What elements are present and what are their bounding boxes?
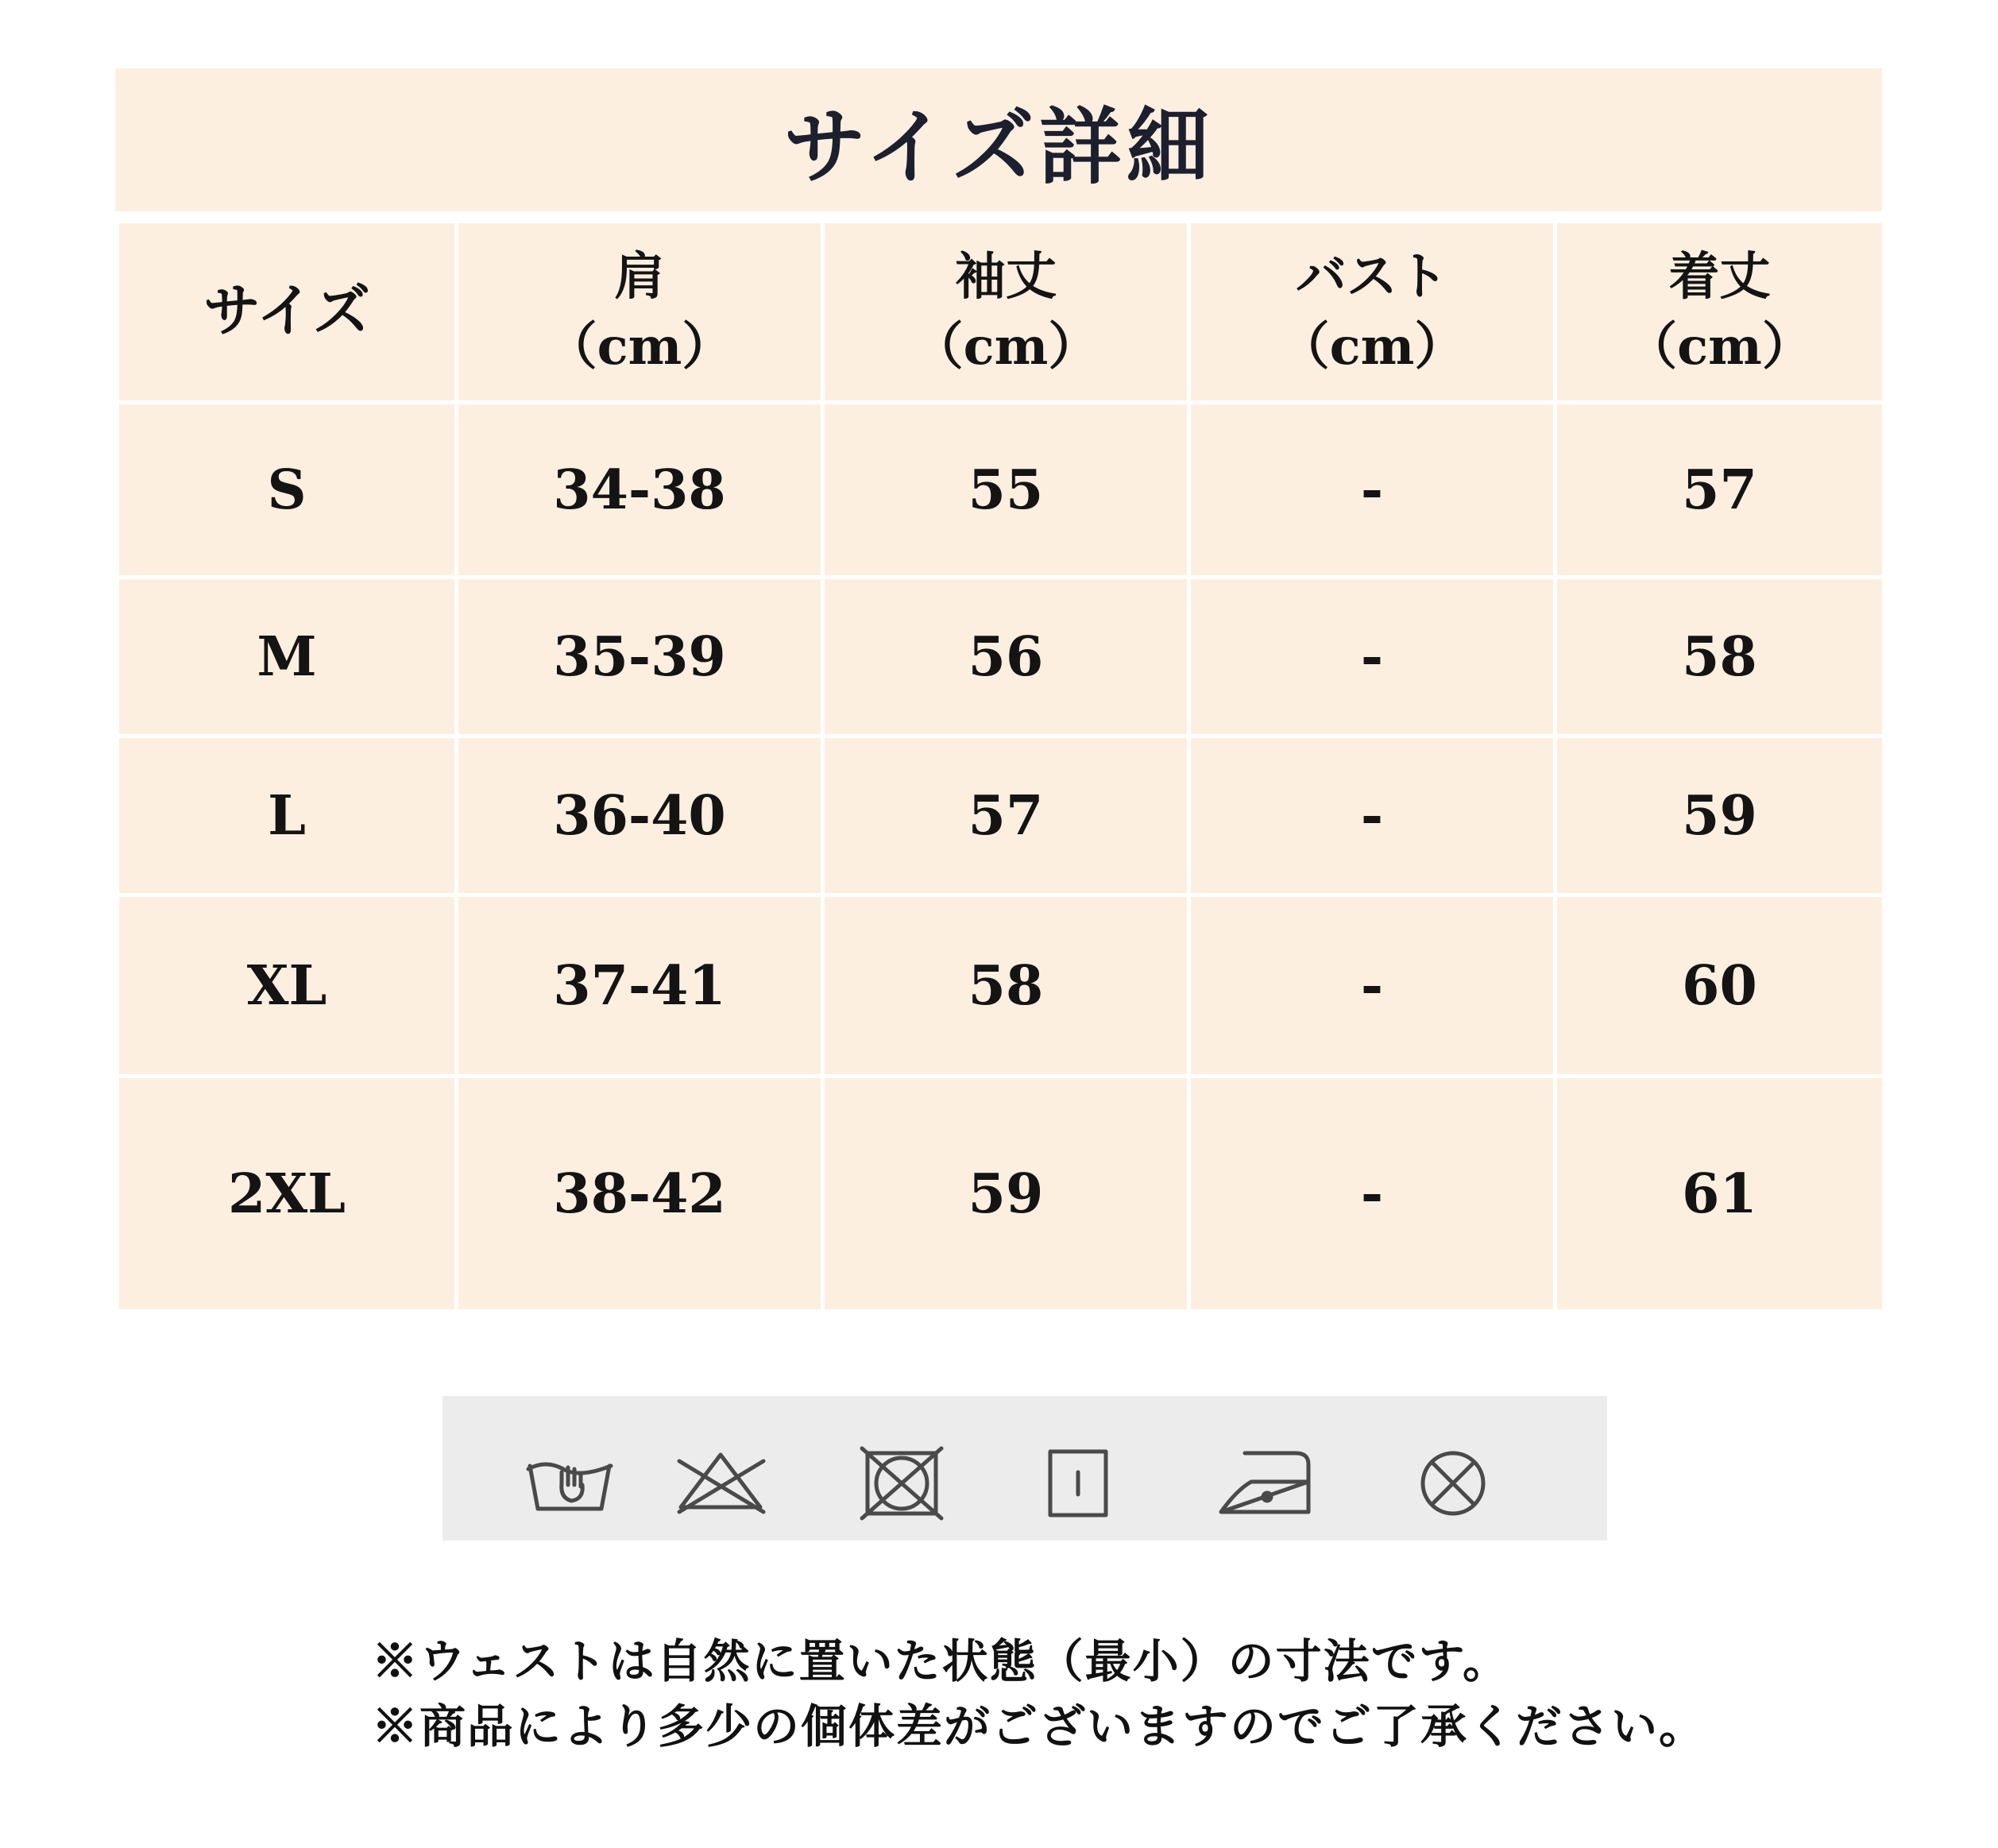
cell-size: 2XL [118, 1077, 457, 1312]
cell-shoulder: 35-39 [457, 578, 823, 736]
notes [372, 1629, 1706, 1759]
cell-shoulder: 38-42 [457, 1077, 823, 1312]
cell-shoulder: 36-40 [457, 736, 823, 895]
table-row [118, 736, 1884, 895]
table-row [118, 895, 1884, 1077]
hand-wash-icon [528, 1464, 611, 1509]
header-length: 着丈 （cm） [1556, 222, 1884, 403]
cell-sleeve: 55 [823, 403, 1189, 578]
cell-bust: - [1189, 736, 1556, 895]
table-row [118, 578, 1884, 736]
cell-sleeve: 59 [823, 1077, 1189, 1312]
cell-size: S [118, 403, 457, 578]
cell-bust: - [1189, 578, 1556, 736]
cell-size: L [118, 736, 457, 895]
cell-bust: - [1189, 895, 1556, 1077]
cell-length: 60 [1556, 895, 1884, 1077]
cell-sleeve: 56 [823, 578, 1189, 736]
size-table [115, 219, 1886, 1313]
note-variance: ※商品により多少の個体差がございますのでご了承ください。 [372, 1699, 1707, 1753]
cell-sleeve: 57 [823, 736, 1189, 895]
iron-low-icon [1221, 1453, 1308, 1512]
header-size: サイズ [118, 222, 457, 403]
do-not-dry-clean-icon [1423, 1453, 1483, 1514]
do-not-bleach-icon [679, 1455, 763, 1512]
cell-length: 58 [1556, 578, 1884, 736]
do-not-tumble-dry-icon [862, 1448, 941, 1518]
title-band [115, 68, 1882, 211]
cell-shoulder: 34-38 [457, 403, 823, 578]
size-chart [115, 68, 1882, 1313]
table-row [118, 1077, 1884, 1312]
line-dry-icon [1050, 1452, 1106, 1515]
header-shoulder: 肩 （cm） [457, 222, 823, 403]
cell-sleeve: 58 [823, 895, 1189, 1077]
cell-bust: - [1189, 1077, 1556, 1312]
header-bust: バスト （cm） [1189, 222, 1556, 403]
cell-length: 61 [1556, 1077, 1884, 1312]
table-row [118, 403, 1884, 578]
cell-size: XL [118, 895, 457, 1077]
header-sleeve: 袖丈 （cm） [823, 222, 1189, 403]
cell-bust: - [1189, 403, 1556, 578]
care-icons-strip [442, 1396, 1607, 1541]
chart-title: サイズ詳細 [783, 98, 1214, 195]
table-header-row [118, 222, 1884, 403]
note-waist: ※ウェストは自然に置いた状態（最小）の寸法です。 [372, 1634, 1511, 1688]
cell-shoulder: 37-41 [457, 895, 823, 1077]
cell-size: M [118, 578, 457, 736]
cell-length: 57 [1556, 403, 1884, 578]
cell-length: 59 [1556, 736, 1884, 895]
